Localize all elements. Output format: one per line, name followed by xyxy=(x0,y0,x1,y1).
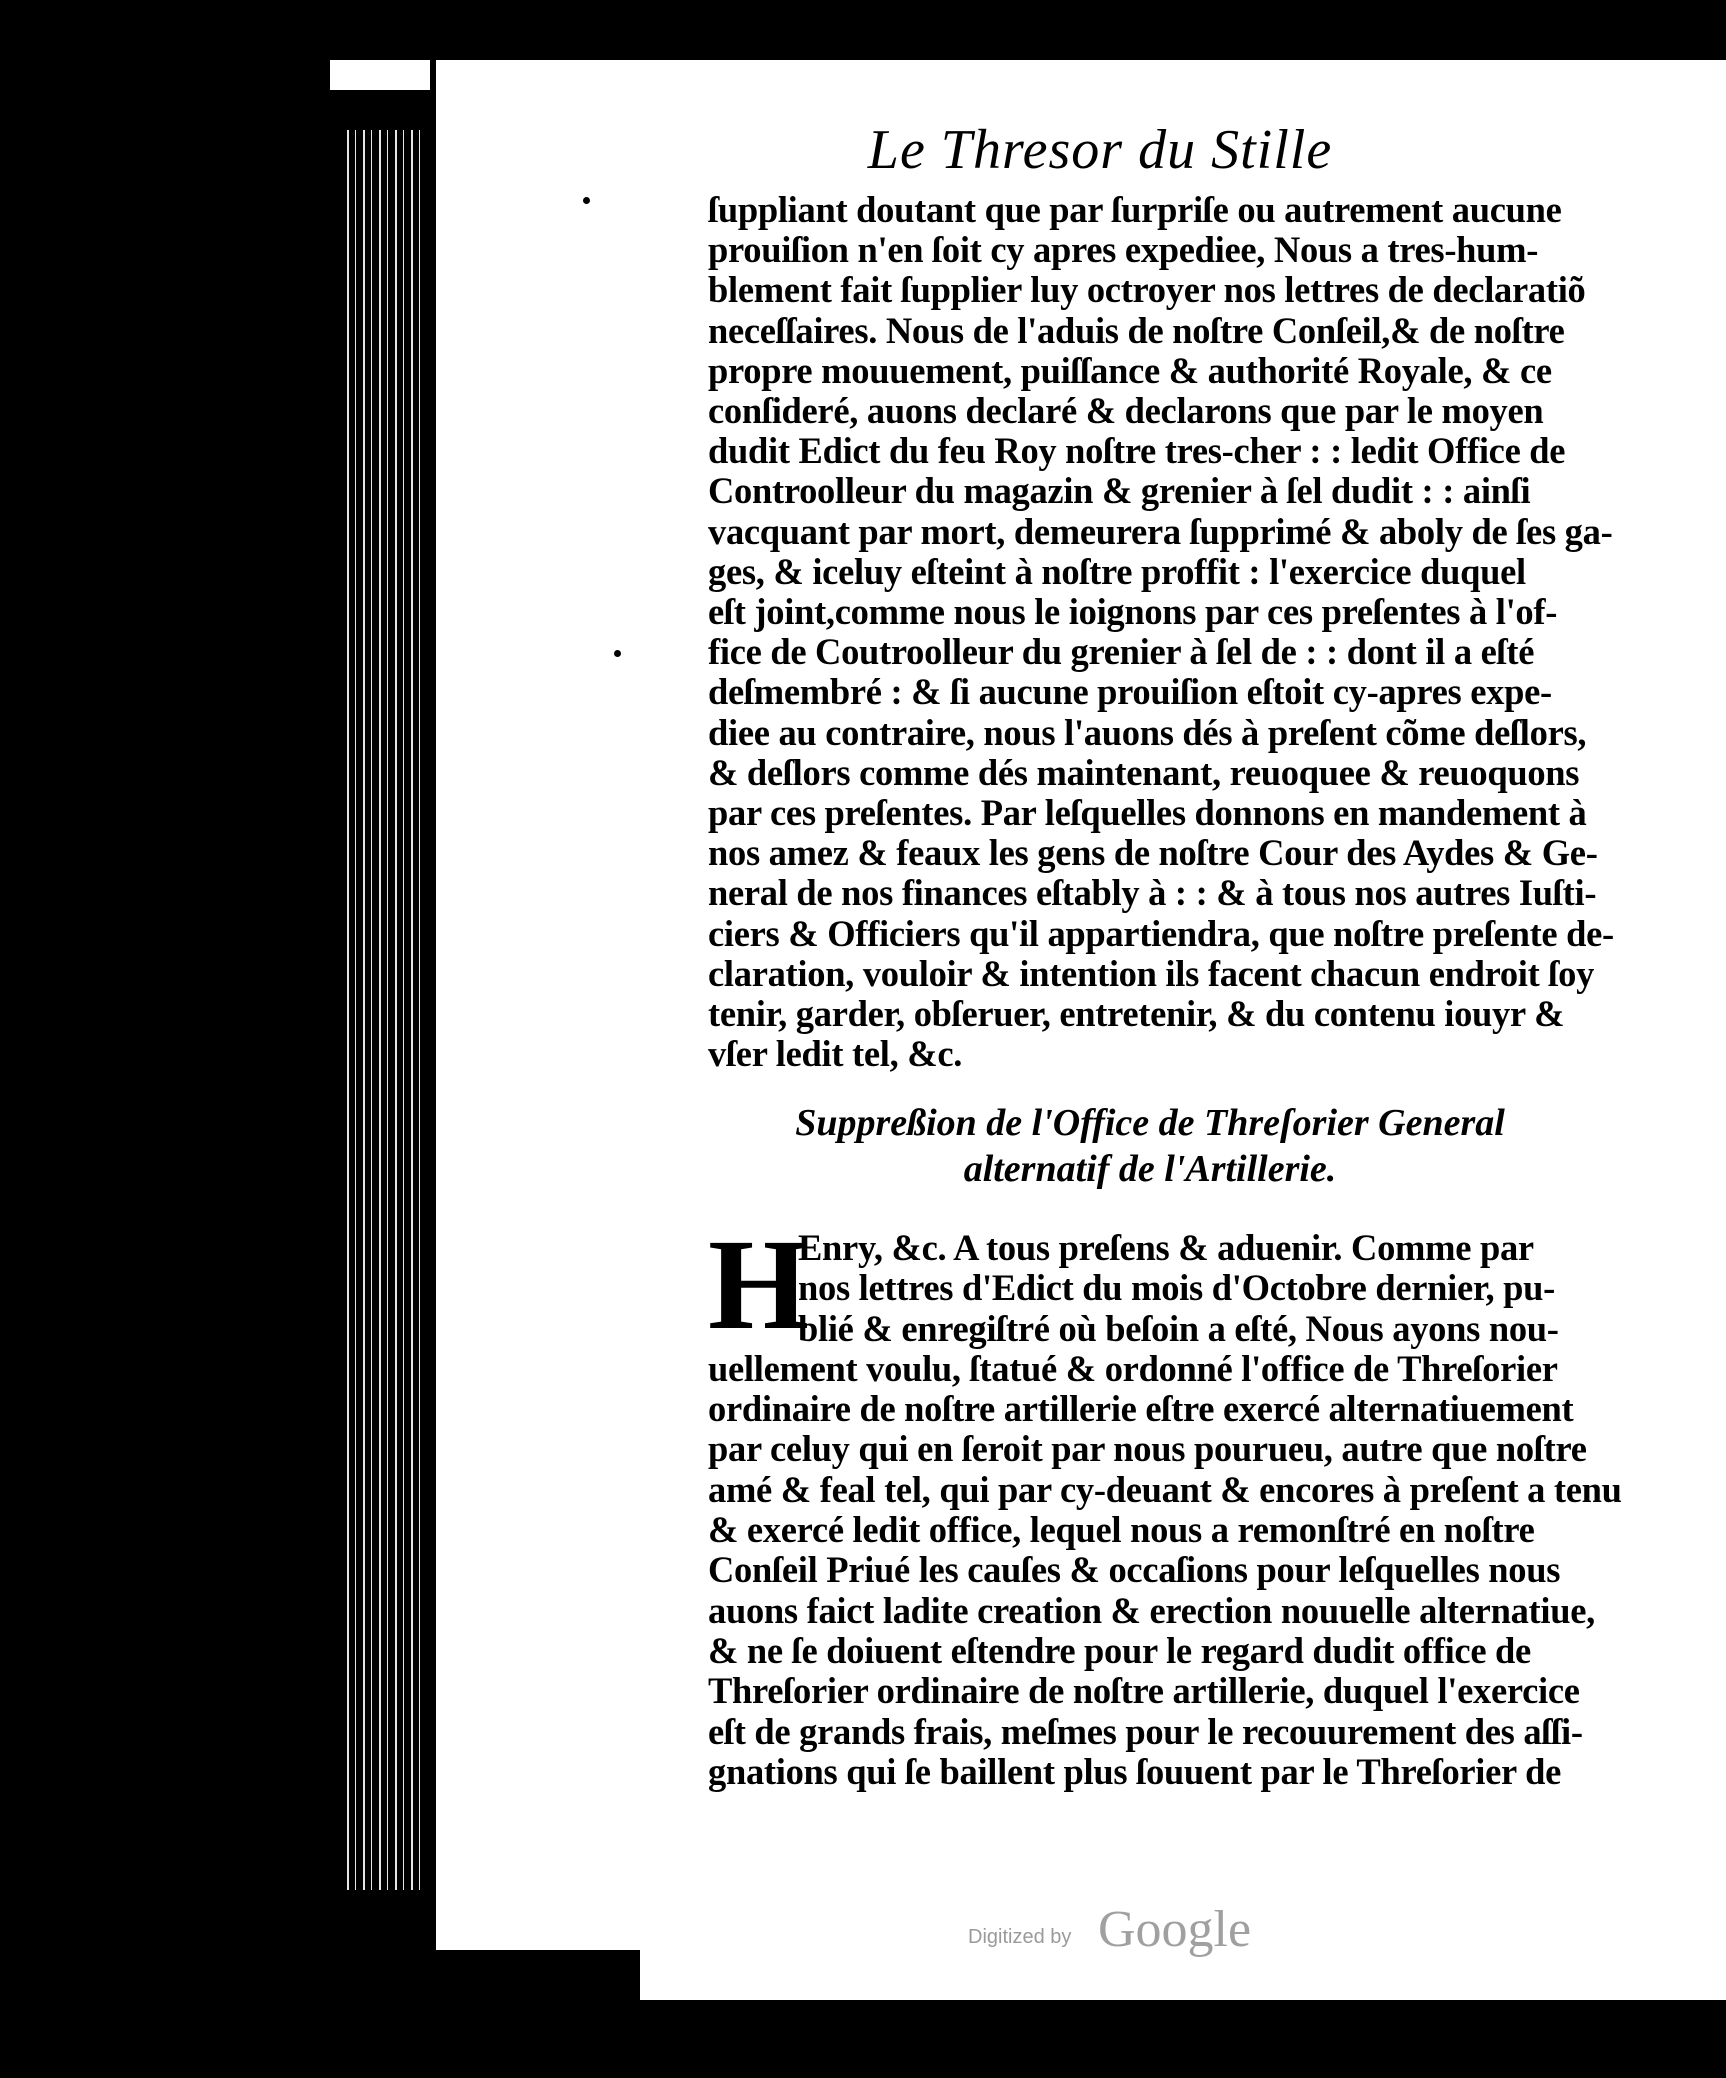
text-line: nos lettres d'Edict du mois d'Octobre dernier, pu- xyxy=(798,1267,1555,1309)
speck xyxy=(583,197,590,204)
scan-border-left xyxy=(0,0,330,2078)
page-stack-edges xyxy=(340,130,420,1890)
text-line: alternatif de l'Artillerie. xyxy=(963,1148,1337,1190)
section-heading xyxy=(700,1100,1600,1192)
text-line: auons faict ladite creation & erection nouuelle alternatiue, xyxy=(708,1589,1595,1631)
text-line: fice de Coutroolleur du grenier à ſel de : : dont il a eſté xyxy=(708,631,1535,673)
speck xyxy=(614,650,621,657)
text-line: blié & enregiſtré où beſoin a eſté, Nous ayons nou- xyxy=(798,1307,1559,1349)
scan-border-bottom xyxy=(640,2000,1726,2078)
text-line: Conſeil Priué les cauſes & occaſions pour leſquelles nous xyxy=(708,1549,1561,1591)
page-edge xyxy=(430,60,436,1950)
text-line: neceſſaires. Nous de l'aduis de noſtre Conſeil,& de noſtre xyxy=(708,309,1565,351)
text-line: claration, vouloir & intention ils facent chacun endroit ſoy xyxy=(708,952,1595,994)
paragraph-1 xyxy=(708,189,1614,1075)
text-line: & exercé ledit office, lequel nous a remonſtré en noſtre xyxy=(708,1509,1535,1551)
text-line: uellement voulu, ſtatué & ordonné l'office de Threſorier xyxy=(708,1347,1558,1389)
text-line: deſmembré : & ſi aucune prouiſion eſtoit cy-apres expe- xyxy=(708,671,1552,713)
text-line: prouiſion n'en ſoit cy apres expediee, Nous a tres-hum- xyxy=(708,229,1539,271)
text-line: nos amez & feaux les gens de noſtre Cour des Aydes & Ge- xyxy=(708,832,1598,874)
text-line: par ces preſentes. Par leſquelles donnons en mandement à xyxy=(708,792,1587,834)
text-line: & ne ſe doiuent eſtendre pour le regard dudit office de xyxy=(708,1629,1531,1671)
text-line: ciers & Officiers qu'il appartiendra, que noſtre preſente de- xyxy=(708,912,1614,954)
text-line: ordinaire de noſtre artillerie eſtre exercé alternatiuement xyxy=(708,1388,1574,1430)
text-line: Enry, &c. A tous preſens & aduenir. Comme par xyxy=(798,1227,1534,1268)
drop-cap: H xyxy=(708,1213,810,1357)
text-line: Controolleur du magazin & grenier à ſel dudit : : ainſi xyxy=(708,470,1531,512)
text-line: ſuppliant doutant que par ſurpriſe ou autrement aucune xyxy=(708,189,1562,230)
watermark-google-logo: Google xyxy=(1098,1901,1252,1958)
digitized-by-google-watermark xyxy=(968,1900,1308,1960)
text-line: eſt joint,comme nous le ioignons par ces preſentes à l'of- xyxy=(708,591,1558,633)
text-line: gnations qui ſe baillent plus ſouuent par le Threſorier de xyxy=(708,1750,1562,1792)
text-line: blement fait ſupplier luy octroyer nos lettres de declaratiõ xyxy=(708,269,1586,311)
text-line: amé & feal tel, qui par cy-deuant & encores à preſent a tenu xyxy=(708,1468,1622,1510)
text-line: neral de nos finances eſtably à : : & à tous nos autres Iuſti- xyxy=(708,872,1597,914)
text-line: par celuy qui en ſeroit par nous pourueu, autre que noſtre xyxy=(708,1428,1587,1470)
scan-border-bottom-left xyxy=(0,1950,640,2078)
text-line: & deſlors comme dés maintenant, reuoquee & reuoquons xyxy=(708,751,1580,793)
text-line: Threſorier ordinaire de noſtre artillerie, duquel l'exercice xyxy=(708,1670,1580,1712)
paragraph-2 xyxy=(708,1213,1622,1792)
text-line: Suppreßion de l'Office de Threſorier General xyxy=(795,1102,1505,1144)
text-line: tenir, garder, obſeruer, entretenir, & du contenu iouyr & xyxy=(708,993,1565,1035)
text-line: ges, & iceluy eſteint à noſtre proffit : l'exercice duquel xyxy=(708,550,1526,592)
text-line: diee au contraire, nous l'auons dés à preſent cõme deſlors, xyxy=(708,711,1587,753)
watermark-small-text: Digitized by xyxy=(968,1926,1072,1948)
text-line: vſer ledit tel, &c. xyxy=(708,1033,963,1075)
text-line: dudit Edict du feu Roy noſtre tres-cher : : ledit Office de xyxy=(708,430,1566,472)
text-line: propre mouuement, puiſſance & authorité Royale, & ce xyxy=(708,349,1552,391)
running-head: Le Thresor du Stille xyxy=(867,119,1333,181)
text-line: vacquant par mort, demeurera ſupprimé & aboly de ſes ga- xyxy=(708,510,1613,552)
text-line: eſt de grands frais, meſmes pour le recouurement des aſſi- xyxy=(708,1710,1583,1752)
text-line: conſideré, auons declaré & declarons que par le moyen xyxy=(708,390,1544,432)
